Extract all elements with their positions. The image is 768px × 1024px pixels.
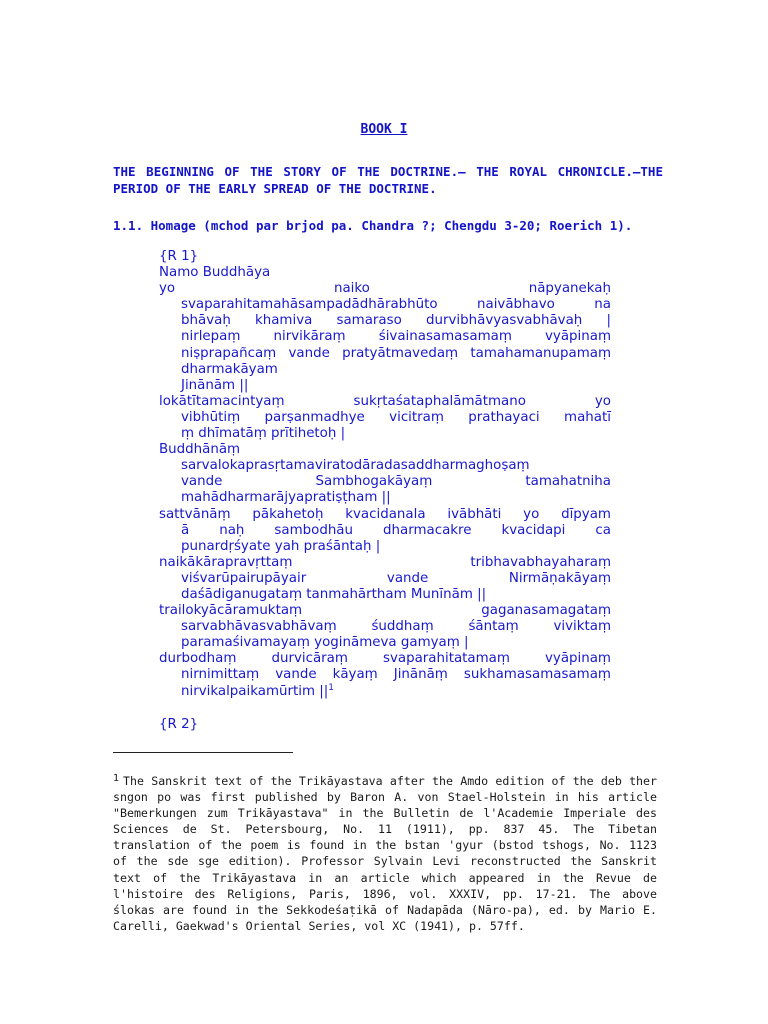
verse-word: sambodhāu bbox=[274, 522, 354, 538]
verse-line bbox=[159, 394, 611, 410]
verse-word: ā bbox=[181, 522, 190, 538]
verse-line bbox=[159, 684, 611, 700]
verse-word: tribhavabhayaharaṃ bbox=[470, 554, 611, 570]
footnote-number: 1 bbox=[113, 773, 120, 784]
verse-line bbox=[159, 265, 611, 281]
section-heading: 1.1. Homage (mchod par brjod pa. Chandra ?; Chengdu 3-20; Roerich 1). bbox=[113, 218, 633, 233]
verse-line bbox=[159, 249, 611, 265]
verse-word: viviktaṃ bbox=[553, 619, 611, 635]
verse-word: sarvabhāvasvabhāvaṃ bbox=[181, 619, 337, 635]
verse-word: svaparahitatamaṃ bbox=[382, 651, 510, 667]
verse-line bbox=[159, 410, 611, 426]
verse-line bbox=[159, 297, 611, 313]
verse-word: vibhūtiṃ bbox=[181, 409, 241, 425]
verse-line bbox=[159, 313, 611, 329]
verse-word: vande bbox=[181, 474, 223, 490]
verse-line bbox=[159, 507, 611, 523]
verse-line-text: ṃ dhīmatāṃ prītihetoḥ | bbox=[181, 426, 346, 442]
verse-word: trailokyācāramuktaṃ bbox=[159, 603, 303, 619]
verse-word: kvacidanala bbox=[345, 506, 426, 522]
verse-word: Sambhogakāyaṃ bbox=[315, 474, 433, 490]
verse-word: bhāvaḥ bbox=[181, 313, 231, 329]
verse-word: nāpyanekaḥ bbox=[528, 281, 611, 297]
verse-word: vyāpinaṃ bbox=[544, 651, 611, 667]
verse-word: ca bbox=[595, 522, 611, 538]
verse-line-text: daśādiganugataṃ tanmahārtham Munīnām || bbox=[181, 586, 487, 602]
verse-line-text: paramaśivamayaṃ yogināmeva gamyaṃ | bbox=[181, 635, 469, 651]
verse-line bbox=[159, 346, 611, 362]
verse-word: durbodhaṃ bbox=[159, 651, 237, 667]
verse-word: durvibhāvyasvabhāvaḥ bbox=[425, 313, 583, 329]
verse-line bbox=[159, 458, 611, 474]
verse-line-text: Jinānām || bbox=[181, 377, 249, 393]
verse-line-text: punardṛśyate yah praśāntaḥ | bbox=[181, 538, 381, 554]
verse-word: nirnimittaṃ bbox=[181, 667, 260, 683]
verse-line bbox=[159, 329, 611, 345]
verse-word: Jinānāṃ bbox=[393, 667, 448, 683]
verse-line bbox=[159, 651, 611, 667]
verse-word: tamahatniha bbox=[525, 474, 611, 490]
verse-line bbox=[159, 523, 611, 539]
verse-word: vande bbox=[288, 345, 330, 361]
verse-line bbox=[159, 571, 611, 587]
verse-line-text: mahādharmarājyapratiṣṭham || bbox=[181, 490, 391, 506]
verse-word: na bbox=[594, 297, 611, 313]
verse-line-text: dharmakāyam bbox=[181, 361, 278, 377]
verse-word: mahatī bbox=[564, 409, 611, 425]
verse-word: | bbox=[606, 313, 611, 329]
verse-word: niṣprapañcaṃ bbox=[181, 345, 277, 361]
verse-word: lokātītamacintyaṃ bbox=[159, 393, 285, 409]
verse-word: naiko bbox=[333, 281, 370, 297]
footnote-text: The Sanskrit text of the Trikāyastava after the Amdo edition of the deb ther sngon po was first published by Baron A. von Stael-Holstein in his article "Bemerkungen zum Trikāyastava" in the Bulletin de l'Academie Imperiale des Sciences de St. Petersbourg, No. 11 (1911), pp. 837 45. The Tibetan translation of the poem is found in the bstan 'gyur (bstod tshogs, No. 1123 of the sde sge edition). Professor Sylvain Levi reconstructed the Sanskrit text of the Trikāyastava in an article which appeared in the Revue de l'histoire des Religions, Paris, 1896, vol. XXXIV, pp. 17-21. The above ślokas are found in the Sekkodeśaṭikā of Nadapāda (Nāro-pa), ed. by Mario E. Carelli, Gaekwad's Oriental Series, vol XC (1941), p. 57ff. bbox=[113, 774, 657, 933]
verse-word: parṣanmadhye bbox=[264, 409, 365, 425]
verse-word: yo bbox=[523, 506, 540, 522]
verse-word: yo bbox=[159, 281, 176, 297]
verse-word: kvacidapi bbox=[501, 522, 566, 538]
verse-line bbox=[159, 442, 611, 458]
verse-word: prathayaci bbox=[468, 409, 540, 425]
verse-word: naivābhavo bbox=[477, 297, 555, 313]
verse-word: svaparahitamahāsampadādhārabhūto bbox=[181, 297, 438, 313]
verse-word: pratyātmavedaṃ bbox=[342, 345, 459, 361]
footnote-divider bbox=[113, 752, 293, 753]
verse-line bbox=[159, 474, 611, 490]
verse-line bbox=[159, 378, 611, 394]
verse-word: kāyaṃ bbox=[332, 667, 378, 683]
verse-word: sukṛtaśataphalāmātmano bbox=[353, 393, 526, 409]
verse-line-text: sarvalokaprasṛtamaviratodāradasaddharmaghoṣaṃ bbox=[181, 458, 530, 474]
verse-word: sattvānāṃ bbox=[159, 506, 231, 522]
verse-word: vande bbox=[386, 570, 429, 586]
verse-word: viśvarūpairupāyair bbox=[181, 570, 307, 586]
verse-word: pākahetoḥ bbox=[252, 506, 324, 522]
verse-word: śivainasamasamaṃ bbox=[378, 329, 512, 345]
verse-word: vyāpinaṃ bbox=[544, 329, 611, 345]
verse-word: vicitraṃ bbox=[389, 409, 444, 425]
verse-word: Nirmāṇakāyaṃ bbox=[508, 570, 611, 586]
verse-word: śāntaṃ bbox=[468, 619, 519, 635]
verse-line bbox=[159, 362, 611, 378]
verse-word: samaraso bbox=[336, 313, 402, 329]
verse-line bbox=[159, 281, 611, 297]
verse-word: śuddhaṃ bbox=[371, 619, 434, 635]
verse-word: khamiva bbox=[254, 313, 313, 329]
verse-word: tamahamanupamaṃ bbox=[470, 345, 611, 361]
verse-line-text: {R 1} bbox=[159, 249, 199, 264]
verse-line bbox=[159, 619, 611, 635]
verse-line bbox=[159, 490, 611, 506]
verse-line bbox=[159, 635, 611, 651]
verse-line bbox=[159, 426, 611, 442]
verse-word: yo bbox=[594, 393, 611, 409]
verse-word: sukhamasamasamaṃ bbox=[463, 667, 611, 683]
verse-line bbox=[159, 667, 611, 683]
footnote-reference[interactable]: 1 bbox=[328, 682, 335, 693]
reference-marker: {R 2} bbox=[159, 717, 199, 732]
chapter-heading: THE BEGINNING OF THE STORY OF THE DOCTRINE.– THE ROYAL CHRONICLE.–THE PERIOD OF THE EARLY SPREAD OF THE DOCTRINE. bbox=[113, 164, 663, 196]
verse-word: naḥ bbox=[219, 522, 245, 538]
verse-block bbox=[159, 249, 611, 700]
verse-word: ivābhāti bbox=[447, 506, 502, 522]
verse-word: naikākārapravṛttaṃ bbox=[159, 554, 293, 570]
verse-line-text: Buddhānāṃ bbox=[159, 442, 241, 458]
verse-word: gaganasamagataṃ bbox=[481, 603, 611, 619]
verse-line-text: nirvikalpaikamūrtim || bbox=[181, 683, 329, 699]
verse-word: vande bbox=[275, 667, 317, 683]
verse-line-text: Namo Buddhāya bbox=[159, 265, 271, 281]
verse-word: nirlepaṃ bbox=[181, 329, 241, 345]
verse-word: dīpyam bbox=[561, 506, 611, 522]
verse-line bbox=[159, 603, 611, 619]
footnote bbox=[113, 773, 657, 934]
verse-line bbox=[159, 539, 611, 555]
verse-line bbox=[159, 587, 611, 603]
verse-word: durvicāraṃ bbox=[271, 651, 348, 667]
book-title: BOOK I bbox=[360, 122, 408, 137]
verse-line bbox=[159, 555, 611, 571]
verse-word: nirvikāraṃ bbox=[273, 329, 346, 345]
verse-word: dharmacakre bbox=[383, 522, 472, 538]
